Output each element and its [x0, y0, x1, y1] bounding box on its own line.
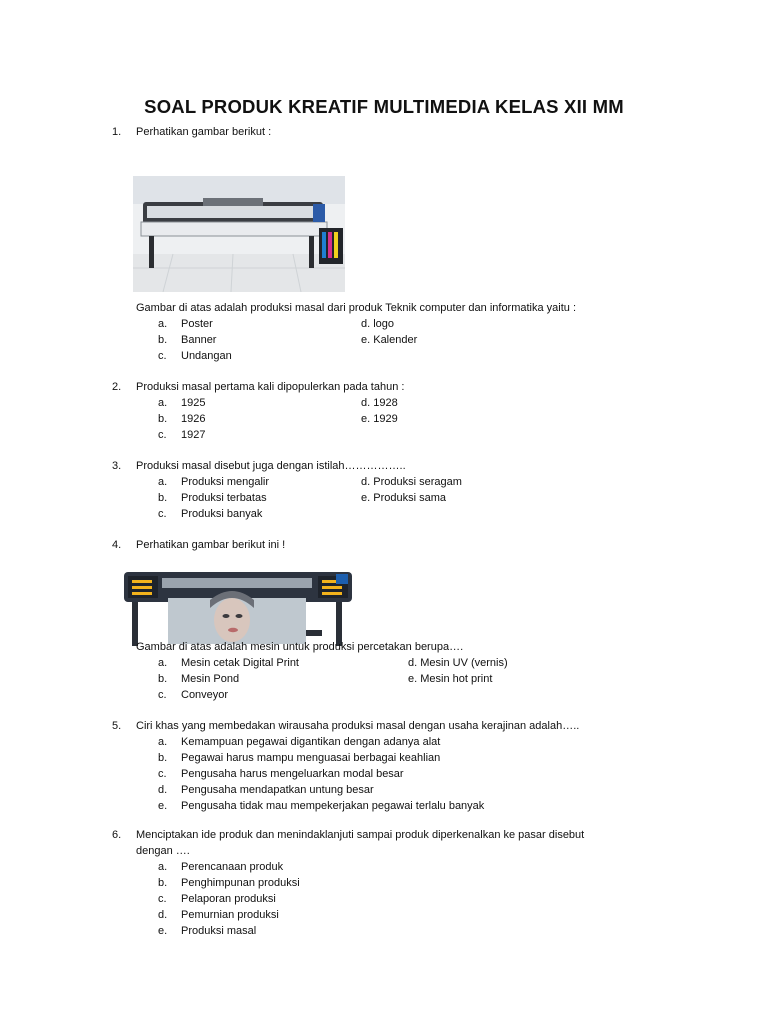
options-list: [158, 655, 672, 703]
question-2: [112, 379, 672, 443]
option-e[interactable]: e. Mesin hot print: [408, 673, 493, 685]
question-1-body: [112, 300, 672, 364]
option-c[interactable]: c. Undangan: [158, 350, 232, 362]
question-number: 6.: [112, 829, 122, 841]
page-title: SOAL PRODUK KREATIF MULTIMEDIA KELAS XII MM: [144, 96, 624, 117]
wide-format-printer-image: [133, 176, 345, 292]
option-a[interactable]: a. 1925 d. 1928: [158, 397, 398, 409]
option-b[interactable]: b. Penghimpunan produksi: [158, 877, 300, 889]
option-e[interactable]: e. Kalender: [361, 334, 418, 346]
question-number: 5.: [112, 720, 122, 732]
question-caption: Gambar di atas adalah produksi masal dari produk Teknik computer dan informatika yaitu :: [136, 302, 577, 314]
option-d[interactable]: d. Produksi seragam: [361, 476, 462, 488]
question-3: [112, 458, 672, 522]
question-stem: Perhatikan gambar berikut ini !: [136, 539, 286, 551]
options-list: [158, 859, 672, 939]
option-d[interactable]: d. Mesin UV (vernis): [408, 657, 508, 669]
options-list: [158, 316, 672, 364]
option-a[interactable]: a. Produksi mengalir d. Produksi seragam: [158, 476, 462, 488]
question-stem: Perhatikan gambar berikut :: [136, 126, 272, 138]
option-c[interactable]: c. Pengusaha harus mengeluarkan modal besar: [158, 768, 404, 780]
option-d[interactable]: d. Pengusaha mendapatkan untung besar: [158, 784, 374, 796]
option-b[interactable]: b. Mesin Pond e. Mesin hot print: [158, 673, 493, 685]
question-number: 3.: [112, 460, 122, 472]
question-5: [112, 718, 672, 814]
question-stem: Produksi masal pertama kali dipopulerkan pada tahun :: [136, 381, 405, 393]
option-b[interactable]: b. Produksi terbatas e. Produksi sama: [158, 492, 446, 504]
question-stem: Ciri khas yang membedakan wirausaha produksi masal dengan usaha kerajinan adalah…..: [136, 720, 580, 732]
options-list: [158, 734, 672, 814]
option-d[interactable]: d. logo: [361, 318, 395, 330]
question-1: [112, 124, 672, 140]
option-a[interactable]: a. Mesin cetak Digital Print d. Mesin UV (vernis): [158, 657, 508, 669]
question-number: 4.: [112, 539, 122, 551]
option-a[interactable]: a. Poster d. logo: [158, 318, 395, 330]
question-stem: Produksi masal disebut juga dengan istilah……………..: [136, 460, 406, 472]
option-b[interactable]: b. Pegawai harus mampu menguasai berbagai keahlian: [158, 752, 441, 764]
option-c[interactable]: c. Pelaporan produksi: [158, 893, 276, 905]
question-number: 2.: [112, 381, 122, 393]
option-b[interactable]: b. 1926 e. 1929: [158, 413, 398, 425]
question-number: 1.: [112, 126, 122, 138]
question-4-body: [112, 639, 672, 703]
digital-printing-machine-image: [122, 568, 354, 650]
option-b[interactable]: b. Banner e. Kalender: [158, 334, 418, 346]
question-4: [112, 537, 672, 553]
option-e[interactable]: e. Pengusaha tidak mau mempekerjakan pegawai terlalu banyak: [158, 800, 485, 812]
options-list: [158, 474, 672, 522]
options-list: [158, 395, 672, 443]
option-c[interactable]: c. Conveyor: [158, 689, 229, 701]
option-e[interactable]: e. Produksi sama: [361, 492, 446, 504]
option-a[interactable]: a. Perencanaan produk: [158, 861, 284, 873]
question-stem-continued: dengan ….: [136, 845, 190, 857]
question-stem: Menciptakan ide produk dan menindaklanjuti sampai produk diperkenalkan ke pasar disebut: [136, 829, 585, 841]
option-c[interactable]: c. Produksi banyak: [158, 508, 263, 520]
option-d[interactable]: d. Pemurnian produksi: [158, 909, 279, 921]
option-e[interactable]: e. 1929: [361, 413, 398, 425]
option-c[interactable]: c. 1927: [158, 429, 206, 441]
option-a[interactable]: a. Kemampuan pegawai digantikan dengan adanya alat: [158, 736, 441, 748]
question-caption: Gambar di atas adalah mesin untuk produksi percetakan berupa….: [136, 641, 464, 653]
option-e[interactable]: e. Produksi masal: [158, 925, 257, 937]
option-d[interactable]: d. 1928: [361, 397, 398, 409]
question-6: [112, 827, 672, 939]
